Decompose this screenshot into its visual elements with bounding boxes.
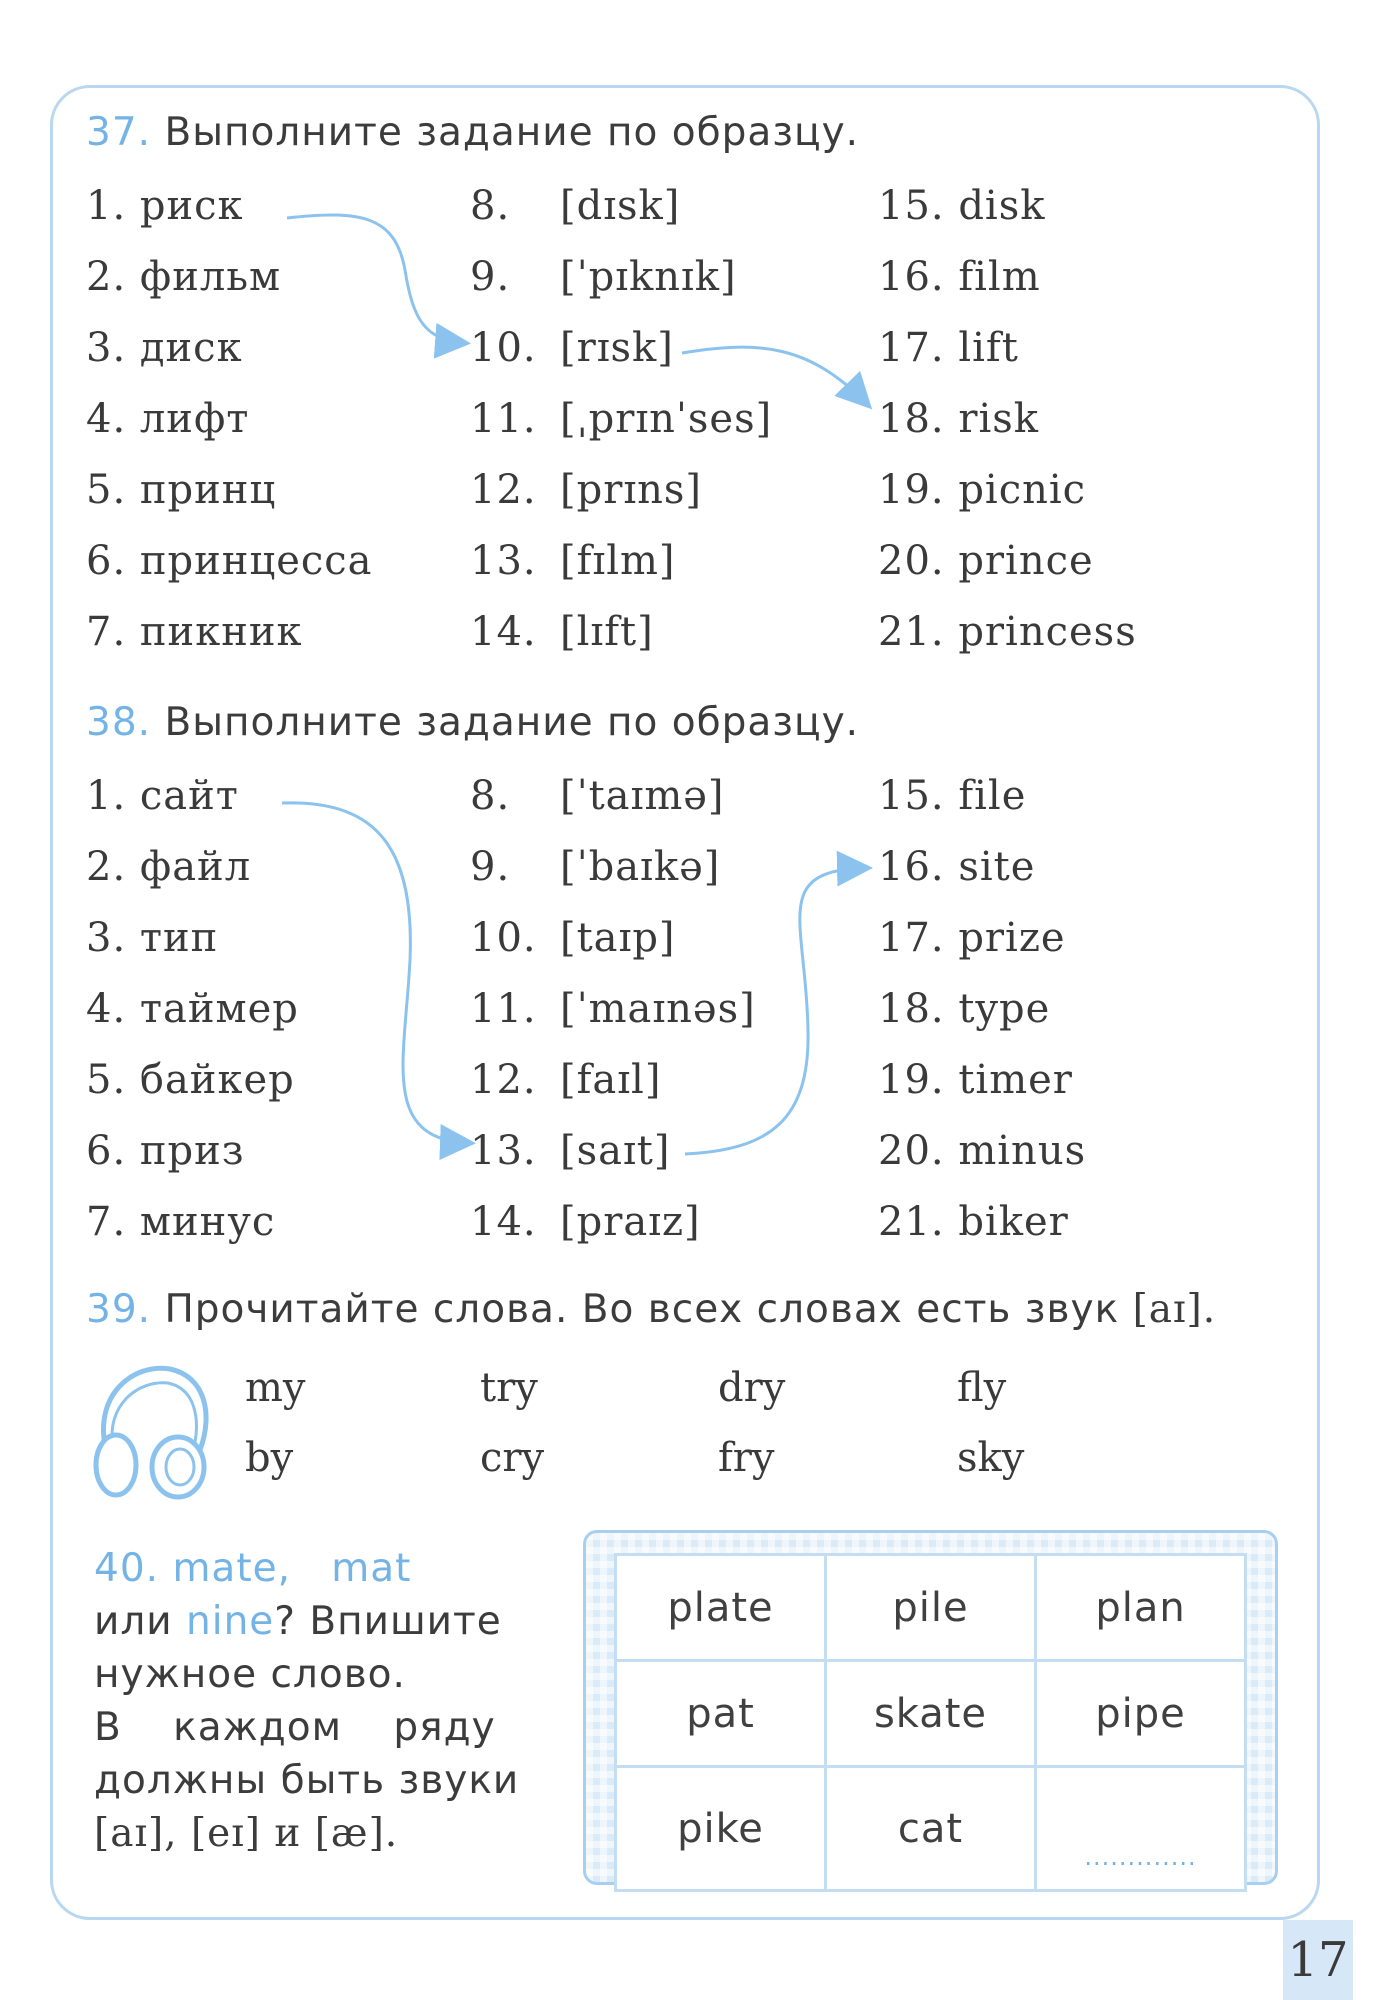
ex37-russian-word: 7. пикник xyxy=(86,609,303,655)
ex37-russian-word: 4. лифт xyxy=(86,396,250,442)
ex37-title: Выполните задание по образцу. xyxy=(164,110,860,155)
ex40-number: 40. xyxy=(94,1546,160,1591)
ex40-table-cell: pile xyxy=(826,1555,1036,1661)
ex38-transcription-number: 12. xyxy=(470,1057,537,1103)
ex40-table-cell: cat xyxy=(826,1767,1036,1891)
ex39-word: fly xyxy=(957,1365,1007,1411)
ex40-instructions xyxy=(94,1542,519,1860)
ex38-russian-word: 1. сайт xyxy=(86,773,239,819)
ex37-russian-word: 6. принцесса xyxy=(86,538,373,584)
ex39-word: try xyxy=(480,1365,538,1411)
ex38-russian-word: 7. минус xyxy=(86,1199,276,1245)
ex37-russian-word: 5. принц xyxy=(86,467,277,513)
ex38-english-word: 20. minus xyxy=(878,1128,1087,1174)
ex38-english-word: 15. file xyxy=(878,773,1027,819)
ex40-table-frame xyxy=(583,1530,1278,1885)
ex38-russian-word: 3. тип xyxy=(86,915,219,961)
ex37-transcription: [prɪns] xyxy=(560,467,703,513)
ex37-number: 37. xyxy=(86,110,152,155)
ex39-word: dry xyxy=(718,1365,786,1411)
ex37-example-arrow-2 xyxy=(682,347,868,405)
ex39-number: 39. xyxy=(86,1287,152,1332)
ex37-transcription-number: 10. xyxy=(470,325,537,371)
ex37-english-word: 21. princess xyxy=(878,609,1137,655)
ex37-transcription: [ˌprɪnˈses] xyxy=(560,396,773,442)
ex38-title: Выполните задание по образцу. xyxy=(164,700,860,745)
ex38-transcription: [ˈtaɪmə] xyxy=(560,773,725,819)
ex40-or: или xyxy=(94,1599,173,1644)
ex40-table-row xyxy=(616,1661,1246,1767)
ex37-english-word: 16. film xyxy=(878,254,1041,300)
ex40-line2: нужное слово. xyxy=(94,1652,406,1697)
ex40-word-mat: mat xyxy=(331,1546,412,1591)
ex38-transcription-number: 14. xyxy=(470,1199,537,1245)
ex40-line4: должны быть звуки xyxy=(94,1758,520,1803)
ex38-transcription: [ˈmaɪnəs] xyxy=(560,986,756,1032)
ex38-example-arrow-2 xyxy=(685,868,867,1154)
ex38-transcription: [faɪl] xyxy=(560,1057,662,1103)
ex40-table-row xyxy=(616,1555,1246,1661)
ex38-transcription: [praɪz] xyxy=(560,1199,701,1245)
ex40-word-table xyxy=(614,1553,1247,1892)
ex39-word: by xyxy=(245,1435,294,1481)
ex38-russian-word: 2. файл xyxy=(86,844,252,890)
ex38-russian-word: 4. таймер xyxy=(86,986,299,1032)
ex40-line5: [aɪ], [eɪ] и [æ]. xyxy=(94,1811,399,1856)
ex38-transcription-number: 11. xyxy=(470,986,537,1032)
ex38-english-word: 19. timer xyxy=(878,1057,1073,1103)
ex40-table-cell: pat xyxy=(616,1661,826,1767)
ex40-table-cell: pipe xyxy=(1036,1661,1246,1767)
ex38-english-word: 18. type xyxy=(878,986,1051,1032)
ex37-russian-word: 1. риск xyxy=(86,183,244,229)
ex37-transcription: [fɪlm] xyxy=(560,538,676,584)
ex40-table-cell: plate xyxy=(616,1555,826,1661)
ex38-transcription-number: 8. xyxy=(470,773,511,819)
ex39-word: sky xyxy=(957,1435,1025,1481)
ex37-transcription: [dɪsk] xyxy=(560,183,681,229)
ex37-russian-word: 3. диск xyxy=(86,325,243,371)
ex39-title: Прочитайте слова. Во всех словах есть звук xyxy=(164,1287,1120,1332)
ex38-transcription-number: 9. xyxy=(470,844,511,890)
ex38-transcription: [saɪt] xyxy=(560,1128,671,1174)
ex37-transcription-number: 14. xyxy=(470,609,537,655)
ex40-table-row xyxy=(616,1767,1246,1891)
headphones-icon xyxy=(88,1355,213,1500)
ex37-transcription: [ˈpɪknɪk] xyxy=(560,254,737,300)
ex40-question: ? Впишите xyxy=(274,1599,502,1644)
ex38-transcription: [taɪp] xyxy=(560,915,676,961)
ex40-word-mate: mate, xyxy=(172,1546,292,1591)
ex37-transcription-number: 12. xyxy=(470,467,537,513)
ex39-sound: [aɪ]. xyxy=(1132,1287,1217,1332)
ex39-heading xyxy=(86,1287,1216,1332)
ex39-word: my xyxy=(245,1365,306,1411)
ex38-example-arrow-1 xyxy=(282,803,470,1143)
ex37-transcription-number: 13. xyxy=(470,538,537,584)
ex39-word: fry xyxy=(718,1435,775,1481)
ex38-russian-word: 6. приз xyxy=(86,1128,245,1174)
ex38-number: 38. xyxy=(86,700,152,745)
ex37-english-word: 18. risk xyxy=(878,396,1040,442)
ex37-transcription-number: 8. xyxy=(470,183,511,229)
ex38-english-word: 16. site xyxy=(878,844,1036,890)
ex37-transcription-number: 9. xyxy=(470,254,511,300)
ex37-english-word: 17. lift xyxy=(878,325,1019,371)
ex38-english-word: 17. prize xyxy=(878,915,1066,961)
ex37-english-word: 20. prince xyxy=(878,538,1094,584)
ex38-transcription-number: 13. xyxy=(470,1128,537,1174)
ex38-transcription-number: 10. xyxy=(470,915,537,961)
ex40-word-nine: nine xyxy=(186,1599,275,1644)
ex37-transcription: [rɪsk] xyxy=(560,325,674,371)
ex38-english-word: 21. biker xyxy=(878,1199,1069,1245)
ex37-transcription-number: 11. xyxy=(470,396,537,442)
ex40-line3: В каждом ряду xyxy=(94,1705,496,1750)
ex40-table-cell: skate xyxy=(826,1661,1036,1767)
ex40-answer-blank[interactable]: ............. xyxy=(1036,1767,1246,1891)
ex37-english-word: 19. picnic xyxy=(878,467,1087,513)
ex40-table-cell: pike xyxy=(616,1767,826,1891)
ex37-russian-word: 2. фильм xyxy=(86,254,282,300)
ex37-transcription: [lɪft] xyxy=(560,609,654,655)
ex38-russian-word: 5. байкер xyxy=(86,1057,295,1103)
ex38-transcription: [ˈbaɪkə] xyxy=(560,844,721,890)
ex37-example-arrow-1 xyxy=(287,215,465,343)
ex40-table-cell: plan xyxy=(1036,1555,1246,1661)
page-number: 17 xyxy=(1283,1920,1353,2000)
ex39-word: cry xyxy=(480,1435,545,1481)
ex37-english-word: 15. disk xyxy=(878,183,1046,229)
